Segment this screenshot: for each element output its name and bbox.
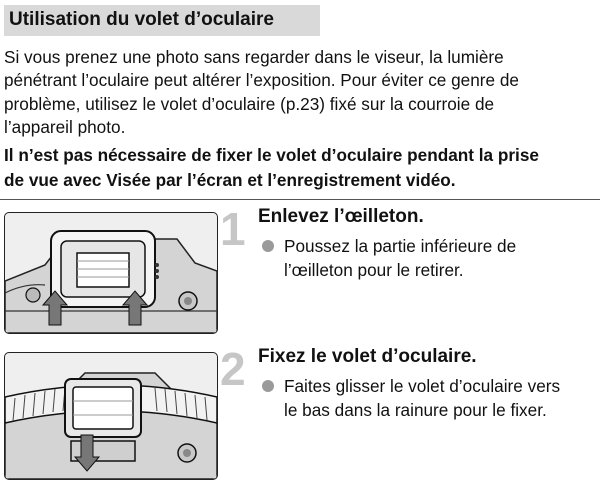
note-line: Il n’est pas nécessaire de fixer le volet d’oculaire pendant la prise	[4, 145, 539, 165]
bullet-line: l’œilleton pour le retirer.	[284, 260, 464, 280]
bullet-line: Faites glisser le volet d’oculaire vers	[284, 376, 561, 396]
bullet-line: le bas dans la rainure pour le fixer.	[284, 400, 547, 420]
step-2-bullet	[262, 374, 602, 422]
eyepiece-cover-strap-icon	[5, 353, 217, 479]
bullet-icon	[262, 240, 274, 252]
section-title	[4, 5, 320, 36]
section-divider	[0, 199, 600, 200]
intro-line: l’appareil photo.	[4, 116, 126, 137]
bold-note	[4, 143, 604, 193]
step-1-bullet	[262, 234, 602, 282]
bullet-icon	[262, 380, 274, 392]
step-1-title: Enlevez l’œilleton.	[258, 206, 424, 227]
camera-eyecup-icon	[5, 213, 217, 333]
step-1-number: 1	[220, 203, 246, 255]
step-1-illustration	[4, 212, 218, 334]
intro-line: pénétrant l’oculaire peut altérer l’exposition. Pour éviter ce genre de	[4, 70, 519, 91]
intro-paragraph	[4, 46, 604, 139]
intro-line: problème, utilisez le volet d’oculaire (p.23) fixé sur la courroie de	[4, 93, 495, 114]
note-line: de vue avec Visée par l’écran et l’enregistrement vidéo.	[4, 170, 456, 190]
bullet-line: Poussez la partie inférieure de	[284, 236, 517, 256]
step-2-illustration	[4, 352, 218, 480]
section-title-text: Utilisation du volet d’oculaire	[9, 9, 274, 30]
step-2-number: 2	[220, 343, 246, 395]
intro-line: Si vous prenez une photo sans regarder dans le viseur, la lumière	[4, 47, 504, 67]
step-2-title: Fixez le volet d’oculaire.	[258, 346, 477, 367]
